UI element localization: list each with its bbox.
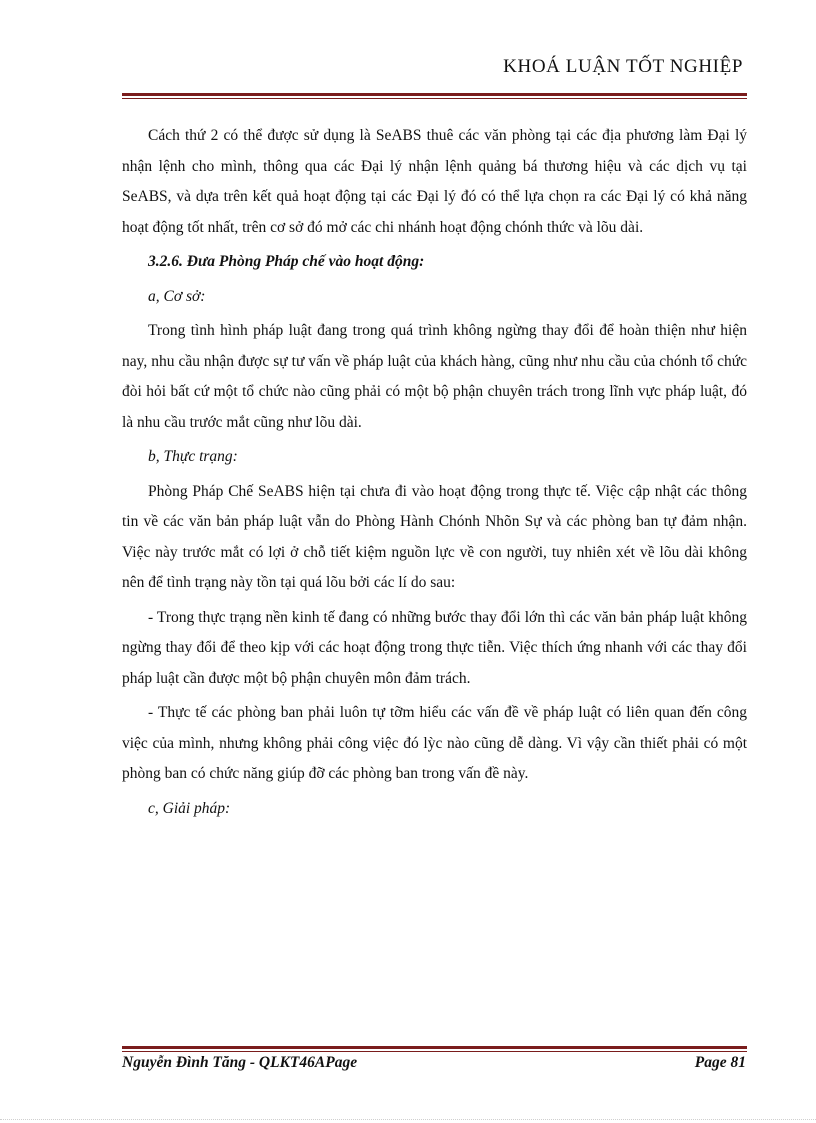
bullet-reason-2: - Thực tế các phòng ban phải luôn tự tỡm hiểu các vấn đề về pháp luật có liên quan đến công việc của mình, nhưng không phải công việc đó lỳc nào cũng dễ dàng. Vì vậy cần thiết phải có một phòng ban có chức năng giúp đỡ các phòng ban trong vấn đề này.: [122, 704, 747, 782]
footer-page-number: Page 81: [694, 1054, 746, 1071]
footer-author: Nguyễn Đình Tăng - QLKT46APage: [122, 1054, 358, 1071]
paragraph-method-2: Cách thứ 2 có thể được sử dụng là SeABS thuê các văn phòng tại các địa phương làm Đại lý nhận lệnh cho mình, thông qua các Đại lý nhận lệnh quảng bá thương hiệu và các dịch vụ tại SeABS, và dựa trên kết quả hoạt động tại các Đại lý đó có thể lựa chọn ra các Đại lý có khả năng hoạt động tốt nhất, trên cơ sở đó mở các chi nhánh hoạt động chónh thức và lõu dài.: [122, 127, 747, 236]
page-body: [122, 121, 747, 828]
header-rule-thick: [122, 93, 747, 96]
header-rule-thin: [122, 98, 747, 99]
section-heading: 3.2.6. Đưa Phòng Pháp chế vào hoạt động:: [148, 253, 425, 270]
page-header-title: KHOÁ LUẬN TỐT NGHIỆP: [503, 56, 743, 77]
subheading-solution: c, Giải pháp:: [148, 799, 231, 817]
bullet-reason-1: - Trong thực trạng nền kinh tế đang có những bước thay đổi lớn thì các văn bản pháp luật không ngừng thay đổi để theo kịp với các hoạt động trong thực tiễn. Việc thích ứng nhanh với các thay đổi pháp luật cần được một bộ phận chuyên môn đảm trách.: [122, 608, 747, 687]
footer-rule-thin: [122, 1051, 747, 1052]
subheading-basis: a, Cơ sở:: [148, 287, 206, 305]
subheading-status: b, Thực trạng:: [148, 448, 238, 465]
paragraph-status: Phòng Pháp Chế SeABS hiện tại chưa đi vào hoạt động trong thực tế. Việc cập nhật các thông tin về các văn bản pháp luật vẫn do Phòng Hành Chónh Nhõn Sự và các phòng ban tự đảm nhận. Việc này trước mắt có lợi ở chỗ tiết kiệm nguồn lực về con người, tuy nhiên xét về lõu dài không nên để tình trạng này tồn tại quá lõu bởi các lí do sau:: [122, 482, 747, 591]
footer-rule-thick: [122, 1046, 747, 1049]
page-edge-divider: [0, 1119, 816, 1120]
paragraph-basis: Trong tình hình pháp luật đang trong quá trình không ngừng thay đổi để hoàn thiện như hiện nay, nhu cầu nhận được sự tư vấn về pháp luật của khách hàng, cũng như nhu cầu của chónh tổ chức đòi hỏi bất cứ một tổ chức nào cũng phải có một bộ phận chuyên trách trong lĩnh vực pháp luật, đó là nhu cầu trước mắt cũng như lõu dài.: [122, 322, 747, 431]
